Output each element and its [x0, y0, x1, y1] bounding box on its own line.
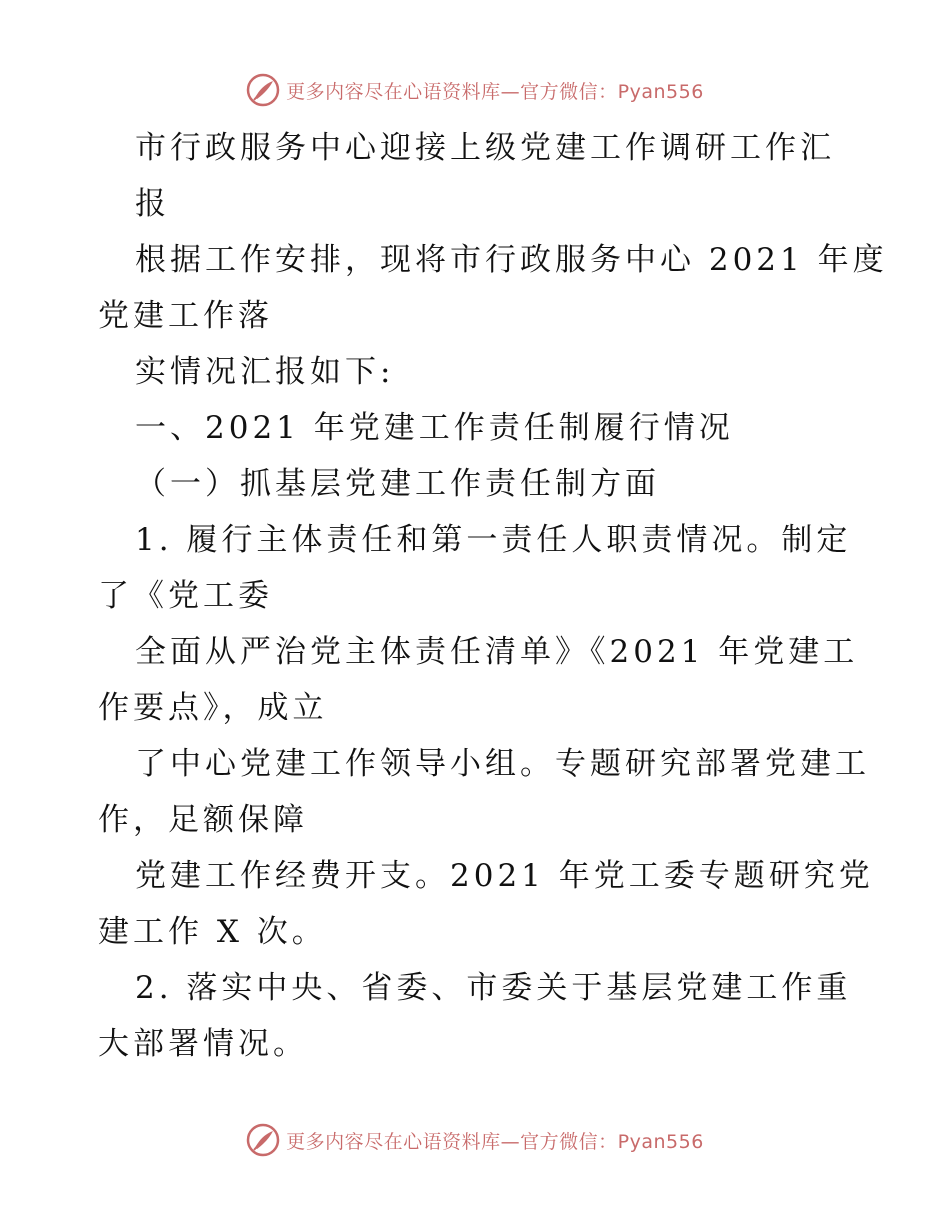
- paragraph-intro-cont: 实情况汇报如下:: [135, 354, 395, 390]
- feather-pen-logo-icon: [246, 1123, 280, 1157]
- document-title: 市行政服务中心迎接上级党建工作调研工作汇 报: [135, 130, 835, 222]
- watermark-bottom: [0, 1120, 950, 1160]
- paragraph-intro: 根据工作安排，现将市行政服务中心 2021 年度 党建工作落: [98, 242, 888, 334]
- paragraph-item-1: 1. 履行主体责任和第一责任人职责情况。制定 了《党工委: [98, 522, 852, 614]
- feather-pen-logo-icon: [246, 73, 280, 107]
- watermark-top: [0, 70, 950, 110]
- subsection-heading-1: （一）抓基层党建工作责任制方面: [135, 466, 660, 502]
- watermark-text: 更多内容尽在心语资料库—官方微信：Pyan556: [286, 1130, 704, 1153]
- watermark-text: 更多内容尽在心语资料库—官方微信：Pyan556: [286, 80, 704, 103]
- paragraph-item-1-cont-a: 全面从严治党主体责任清单》《2021 年党建工 作要点》，成立: [98, 634, 859, 726]
- paragraph-item-1-cont-c: 党建工作经费开支。2021 年党工委专题研究党 建工作 X 次。: [98, 858, 874, 950]
- paragraph-item-1-cont-b: 了中心党建工作领导小组。专题研究部署党建工 作，足额保障: [98, 746, 870, 838]
- section-heading-1: 一、2021 年党建工作责任制履行情况: [135, 410, 734, 446]
- document-body: [0, 120, 950, 1072]
- paragraph-item-2: 2. 落实中央、省委、市委关于基层党建工作重 大部署情况。: [98, 970, 852, 1062]
